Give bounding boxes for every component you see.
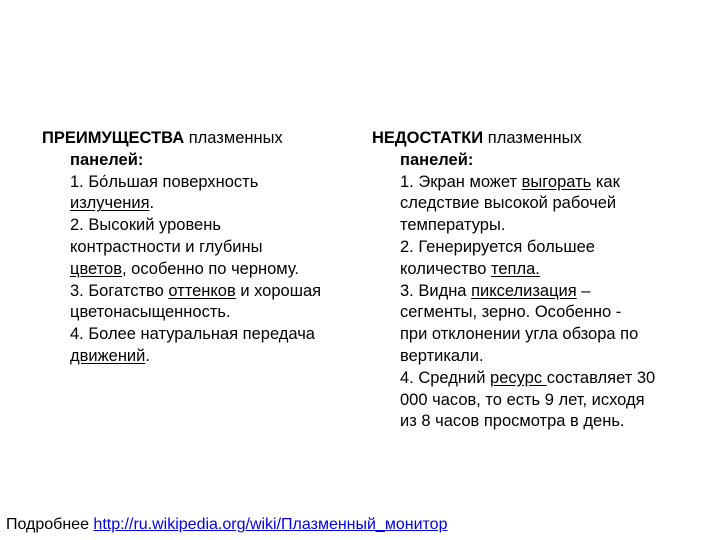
text-run: 3. Богатство xyxy=(70,281,169,300)
disadvantages-item-line xyxy=(372,215,692,237)
text-run: из 8 часов просмотра в день. xyxy=(400,412,625,431)
text-run: 2. Высокий уровень xyxy=(70,216,221,235)
underlined-term: ресурс xyxy=(490,368,547,387)
disadvantages-title xyxy=(372,128,692,150)
text-run: 1. Экран может xyxy=(400,172,522,191)
advantages-item-3 xyxy=(42,281,362,325)
advantages-item-line xyxy=(42,215,362,237)
footer-prefix: Подробнее xyxy=(6,516,94,533)
underlined-term: выгорать xyxy=(521,172,592,191)
disadvantages-item-line xyxy=(372,302,692,324)
disadvantages-item-2 xyxy=(372,237,692,281)
text-run: температуры. xyxy=(400,216,506,235)
advantages-column xyxy=(42,128,362,368)
wikipedia-link[interactable]: http://ru.wikipedia.org/wiki/Плазменный_монитор xyxy=(93,516,448,533)
advantages-item-line xyxy=(42,259,362,281)
disadvantages-item-line xyxy=(372,193,692,215)
text-run: при отклонении угла обзора по xyxy=(400,325,639,344)
disadvantages-title-bold: НЕДОСТАТКИ xyxy=(372,129,484,147)
underlined-term: цветов xyxy=(70,259,122,278)
text-run: . xyxy=(145,346,150,365)
text-run: 4. Средний xyxy=(400,368,491,387)
disadvantages-title-line2: панелей: xyxy=(400,150,474,169)
text-run: контрастности и глубины xyxy=(70,237,263,256)
advantages-item-1 xyxy=(42,172,362,216)
text-run: как xyxy=(591,172,620,191)
disadvantages-item-3 xyxy=(372,281,692,368)
text-run: 4. Более натуральная передача xyxy=(70,325,315,344)
disadvantages-item-line xyxy=(372,259,692,281)
text-run: цветонасыщенность. xyxy=(70,303,231,322)
text-run: количество xyxy=(400,259,491,278)
advantages-title-line2: панелей: xyxy=(70,150,144,169)
advantages-item-line xyxy=(42,346,362,368)
advantages-item-line xyxy=(42,302,362,324)
text-run: составляет 30 xyxy=(546,368,656,387)
text-run: 3. Видна xyxy=(400,281,472,300)
text-run: 000 часов, то есть 9 лет, исходя xyxy=(400,390,645,409)
disadvantages-item-line xyxy=(372,172,692,194)
advantages-title-rest: плазменных xyxy=(184,129,283,147)
text-run: – xyxy=(576,281,591,300)
disadvantages-item-line xyxy=(372,281,692,303)
disadvantages-list xyxy=(372,172,692,434)
text-run: следствие высокой рабочей xyxy=(400,194,617,213)
underlined-term: тепла. xyxy=(490,259,540,278)
underlined-term: излучения xyxy=(70,194,150,213)
disadvantages-item-line xyxy=(372,346,692,368)
advantages-title-bold: ПРЕИМУЩЕСТВА xyxy=(42,129,185,147)
disadvantages-item-line xyxy=(372,324,692,346)
underlined-term: оттенков xyxy=(168,281,236,300)
disadvantages-title-rest: плазменных xyxy=(483,129,582,147)
text-run: . xyxy=(149,194,155,213)
advantages-item-line xyxy=(42,237,362,259)
text-run: сегменты, зерно. Особенно - xyxy=(400,303,622,322)
advantages-item-2 xyxy=(42,215,362,280)
advantages-item-line xyxy=(42,281,362,303)
footer xyxy=(6,514,447,536)
disadvantages-column xyxy=(372,128,692,433)
text-run: 2. Генерируется большее xyxy=(400,237,595,256)
advantages-item-4 xyxy=(42,324,362,368)
disadvantages-item-4 xyxy=(372,368,692,433)
disadvantages-item-line xyxy=(372,411,692,433)
text-run: , особенно по черному. xyxy=(121,259,300,278)
text-run: вертикали. xyxy=(400,346,484,365)
underlined-term: пикселизация xyxy=(471,281,577,300)
advantages-title xyxy=(42,128,362,150)
disadvantages-item-line xyxy=(372,237,692,259)
text-run: и хорошая xyxy=(235,281,322,300)
disadvantages-item-1 xyxy=(372,172,692,237)
advantages-item-line xyxy=(42,324,362,346)
underlined-term: движений xyxy=(70,346,146,365)
disadvantages-item-line xyxy=(372,368,692,390)
text-run: 1. Бо́льшая поверхность xyxy=(70,172,259,191)
advantages-list xyxy=(42,172,362,368)
advantages-item-line xyxy=(42,172,362,194)
advantages-item-line xyxy=(42,193,362,215)
disadvantages-item-line xyxy=(372,390,692,412)
